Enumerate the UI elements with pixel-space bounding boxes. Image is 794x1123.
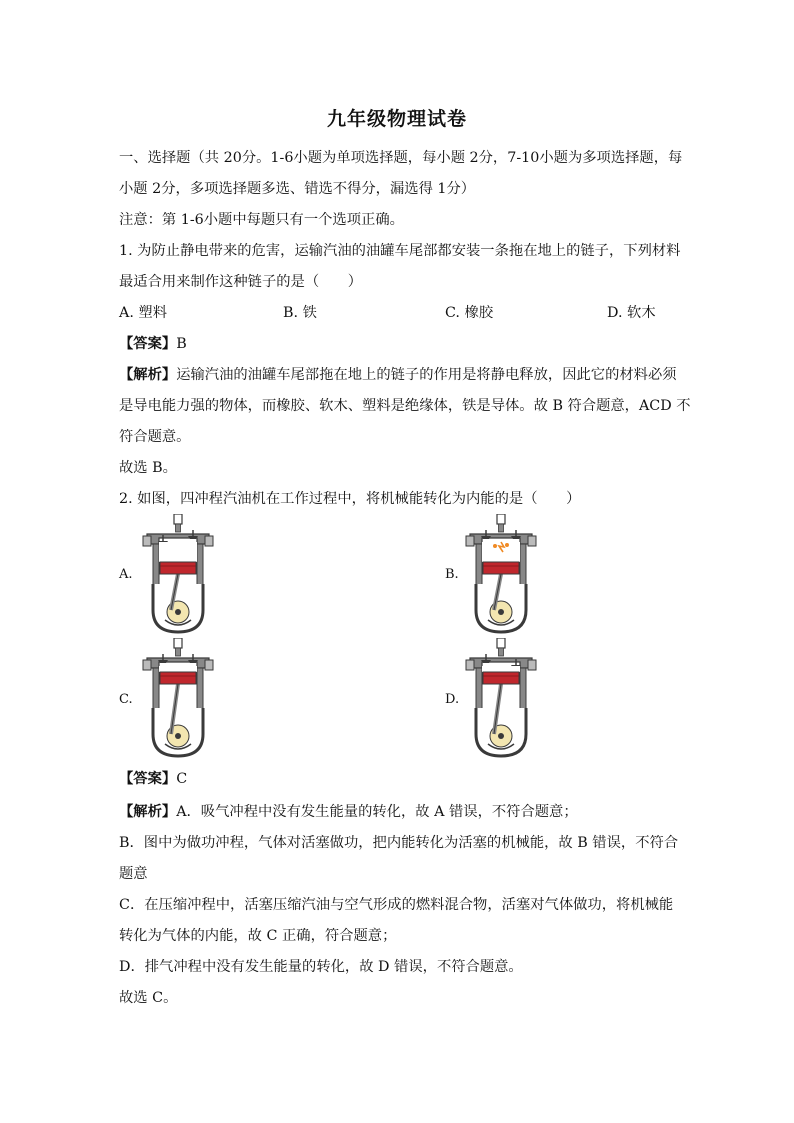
q2-answer-line <box>119 768 187 788</box>
q2-option-label-a: A. <box>119 567 133 582</box>
q2-option-label-b: B. <box>445 567 459 582</box>
q2-conclusion: 故选 C。 <box>119 990 178 1006</box>
power-stroke-engine-icon <box>464 514 538 636</box>
q1-answer: B <box>176 336 187 352</box>
q1-stem-line-2: 最适合用来制作这种链子的是（ ） <box>119 274 363 290</box>
q1-option-c: C. 橡胶 <box>445 305 494 321</box>
q1-answer-tag: 【答案】 <box>119 336 177 352</box>
q2-analysis-line-c2: 转化为气体的内能，故 C 正确，符合题意； <box>119 928 397 944</box>
q2-analysis-text-a: A．吸气冲程中没有发生能量的转化，故 A 错误，不符合题意； <box>176 804 578 820</box>
q1-analysis-tag: 【解析】 <box>119 367 177 383</box>
q2-analysis-line-c1: C．在压缩冲程中，活塞压缩汽油与空气形成的燃料混合物，活塞对气体做功，将机械能 <box>119 897 674 913</box>
section-note: 注意：第 1-6小题中每题只有一个选项正确。 <box>119 212 404 228</box>
intake-stroke-engine-icon <box>141 514 215 636</box>
compression-stroke-engine-icon <box>141 638 215 760</box>
section-intro-line-2: 小题 2分，多项选择题多选、错选不得分，漏选得 1分） <box>119 181 476 197</box>
q1-analysis-line-2: 是导电能力强的物体，而橡胶、软木、塑料是绝缘体，铁是导体。故 B 符合题意，ACD 不 <box>119 398 691 414</box>
q2-analysis-line-d: D．排气冲程中没有发生能量的转化，故 D 错误，不符合题意。 <box>119 959 523 975</box>
q1-conclusion: 故选 B。 <box>119 460 177 476</box>
q1-stem-line-1: 1. 为防止静电带来的危害，运输汽油的油罐车尾部都安装一条拖在地上的链子，下列材料 <box>119 243 681 259</box>
q2-answer-tag: 【答案】 <box>119 771 177 787</box>
q2-answer: C <box>176 771 188 787</box>
q1-option-d: D. 软木 <box>607 305 656 321</box>
exhaust-stroke-engine-icon <box>464 638 538 760</box>
section-intro-line-1: 一、选择题（共 20分。1-6小题为单项选择题，每小题 2分，7-10小题为多项选择题，每 <box>119 150 683 166</box>
q1-analysis-line-3: 符合题意。 <box>119 429 191 445</box>
q1-analysis-text-1: 运输汽油的油罐车尾部拖在地上的链子的作用是将静电释放，因此它的材料必须 <box>176 367 677 383</box>
q1-option-a: A. 塑料 <box>119 305 168 321</box>
q1-option-b: B. 铁 <box>283 305 317 321</box>
q2-option-label-c: C. <box>119 692 133 707</box>
q2-analysis-line-a <box>119 801 578 821</box>
q2-analysis-line-b2: 题意 <box>119 866 148 882</box>
q2-option-label-d: D. <box>445 692 460 707</box>
page-title: 九年级物理试卷 <box>326 108 467 130</box>
q1-analysis-line-1 <box>119 364 677 384</box>
q2-analysis-tag: 【解析】 <box>119 804 177 820</box>
q2-analysis-line-b1: B．图中为做功冲程，气体对活塞做功，把内能转化为活塞的机械能，故 B 错误，不符合 <box>119 835 679 851</box>
q1-answer-line <box>119 333 187 353</box>
q2-stem: 2. 如图，四冲程汽油机在工作过程中，将机械能转化为内能的是（ ） <box>119 491 581 507</box>
